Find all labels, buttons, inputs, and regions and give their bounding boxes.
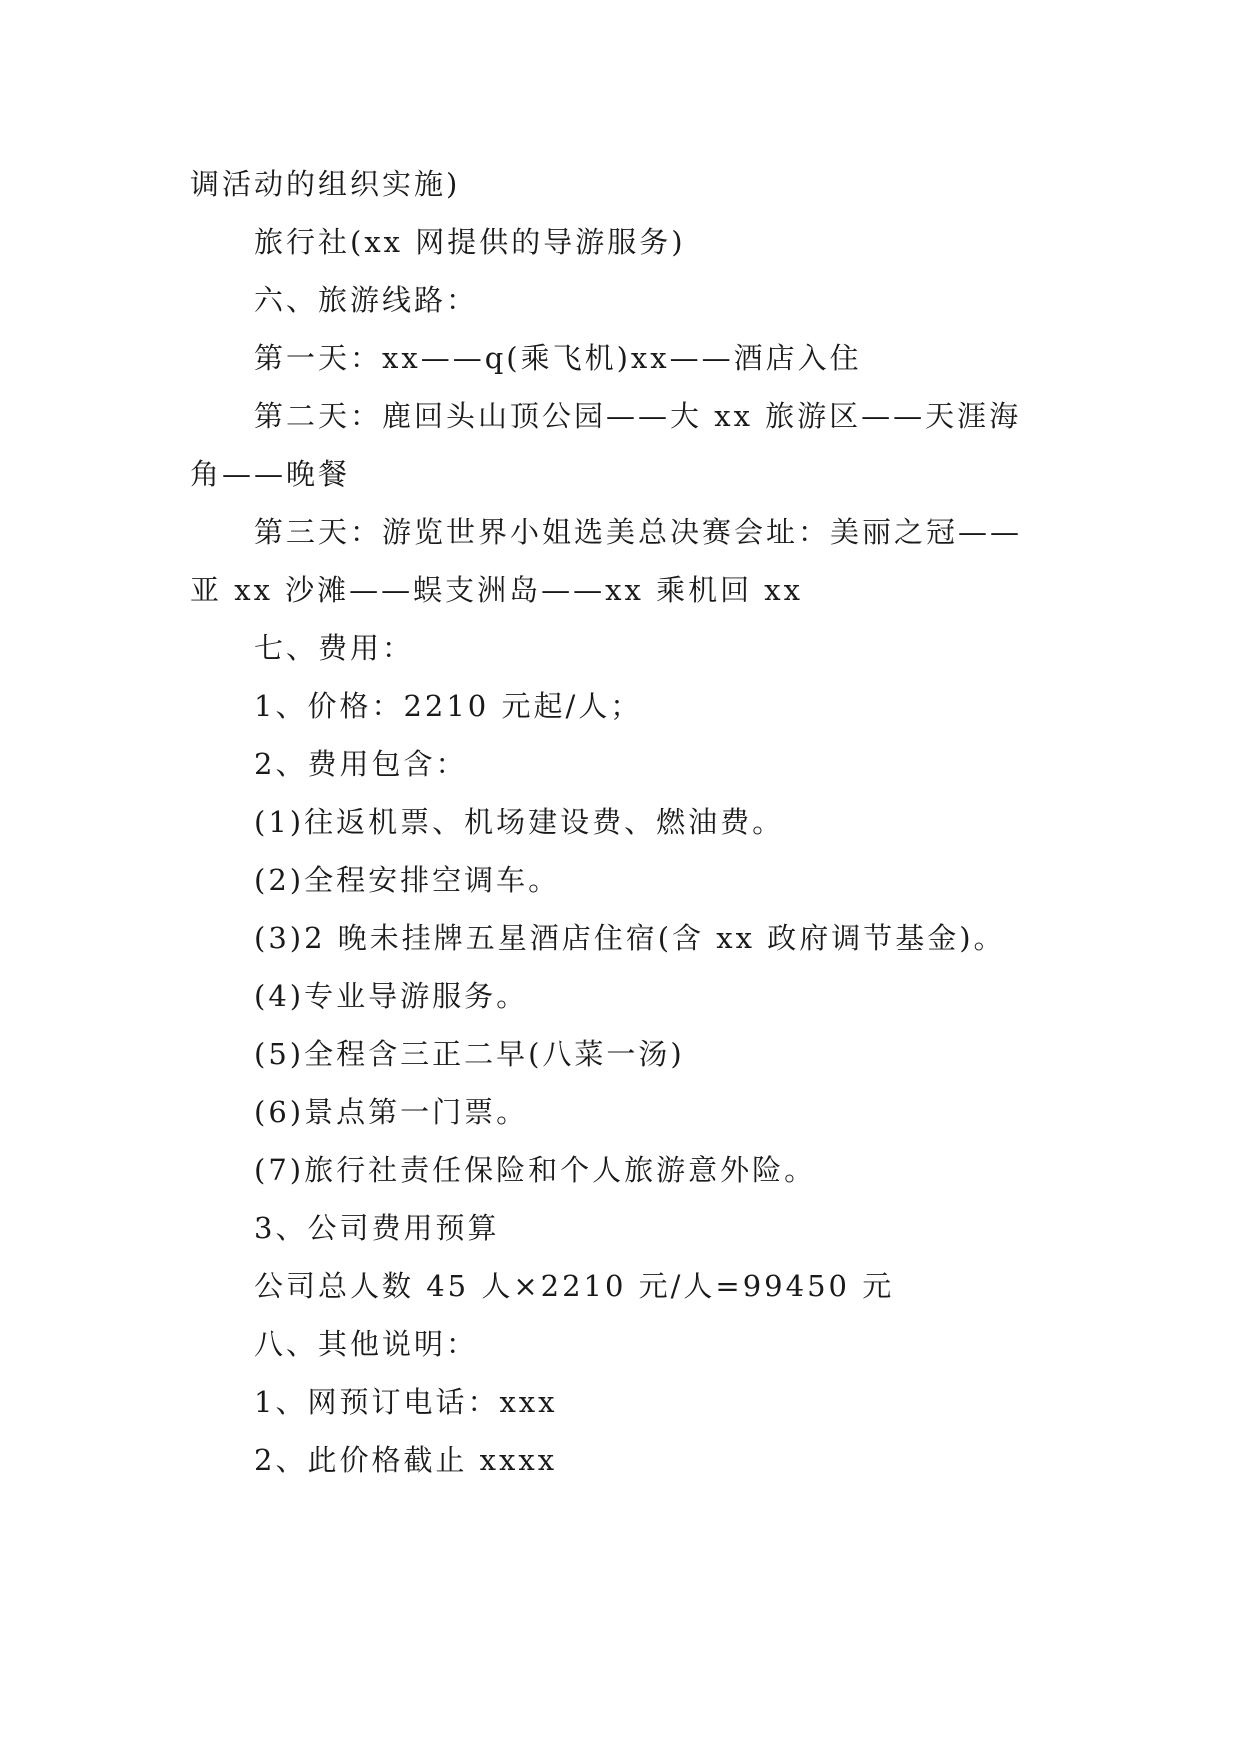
cost-includes-heading: 2、费用包含： (254, 747, 468, 781)
cost-item-3: (3)2 晚未挂牌五星酒店住宿(含 xx 政府调节基金)。 (254, 921, 1006, 955)
cost-item-1: (1)往返机票、机场建设费、燃油费。 (254, 805, 785, 839)
section-heading-cost: 七、费用： (254, 631, 415, 665)
cost-price: 1、价格：2210 元起/人； (254, 689, 643, 723)
cost-item-7: (7)旅行社责任保险和个人旅游意外险。 (254, 1153, 817, 1187)
cost-item-6: (6)景点第一门票。 (254, 1095, 529, 1129)
budget-calculation: 公司总人数 45 人×2210 元/人=99450 元 (254, 1269, 895, 1303)
section-heading-notes: 八、其他说明： (254, 1327, 479, 1361)
cost-item-2: (2)全程安排空调车。 (254, 863, 561, 897)
section-heading-route: 六、旅游线路： (254, 283, 479, 317)
route-day-three: 第三天：游览世界小姐选美总决赛会址：美丽之冠——亚 xx 沙滩——蜈支洲岛——xx 乘机回 xx (190, 515, 1023, 607)
route-day-two: 第二天：鹿回头山顶公园——大 xx 旅游区——天涯海角——晚餐 (190, 399, 1022, 491)
budget-heading: 3、公司费用预算 (254, 1211, 500, 1245)
route-day-one: 第一天：xx——q(乘飞机)xx——酒店入住 (254, 341, 862, 375)
cost-item-5: (5)全程含三正二早(八菜一汤) (254, 1037, 685, 1071)
note-price-deadline: 2、此价格截止 xxxx (254, 1443, 558, 1477)
paragraph-travel-agency: 旅行社(xx 网提供的导游服务) (254, 225, 686, 259)
cost-item-4: (4)专业导游服务。 (254, 979, 529, 1013)
note-booking-phone: 1、网预订电话：xxx (254, 1385, 558, 1419)
document-body (190, 155, 1050, 1489)
paragraph-continuation: 调活动的组织实施) (190, 167, 461, 201)
